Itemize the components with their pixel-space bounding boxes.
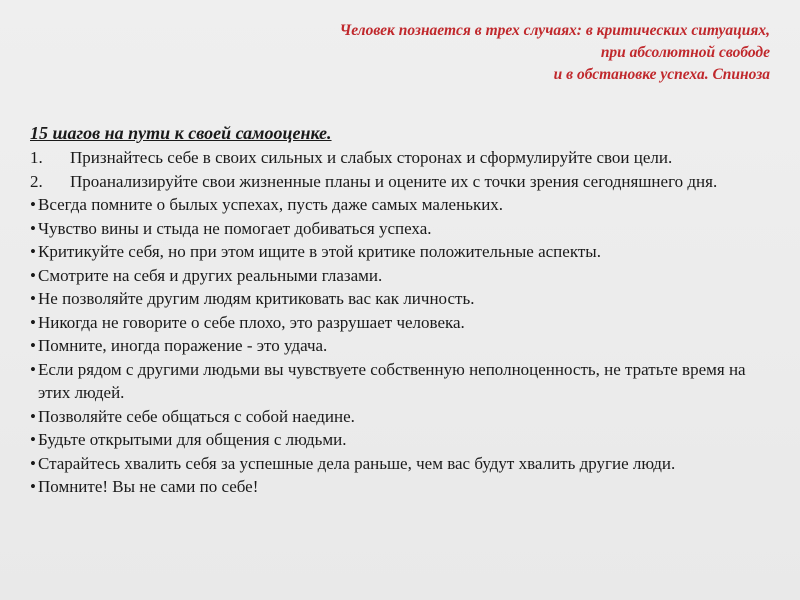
bullet-text: Критикуйте себя, но при этом ищите в этой критике положительные аспекты. [38,242,601,261]
bullet-item [30,452,772,476]
bullet-item [30,264,772,288]
bullet-text: Никогда не говорите о себе плохо, это разрушает человека. [38,312,465,332]
bullet-text: Старайтесь хвалить себя за успешные дела раньше, чем вас будут хвалить другие люди. [38,453,676,473]
bullet-text: Смотрите на себя и других реальными глазами. [38,265,383,285]
item-text: Проанализируйте свои жизненные планы и оцените их с точки зрения сегодняшнего дня. [70,171,718,191]
bullet-icon: • [30,218,36,238]
item-text: Признайтесь себе в своих сильных и слабых сторонах и сформулируйте свои цели. [70,148,673,167]
bullet-icon: • [30,477,36,496]
bullet-item [30,311,772,335]
bullet-text: Помните, иногда поражение - это удача. [38,336,328,355]
bullet-icon: • [30,289,36,308]
bullet-icon: • [30,406,36,426]
bullet-item [30,193,772,217]
bullet-icon: • [30,195,36,214]
numbered-item-1 [22,146,772,170]
epigraph-quote [150,20,770,86]
epigraph-line-1: Человек познается в трех случаях: в критических ситуациях, [339,22,770,39]
epigraph-line-3: и в обстановке успеха. Спиноза [553,66,770,83]
bullet-item [30,240,772,264]
bullet-icon: • [30,453,36,473]
steps-list [22,146,772,499]
numbered-item-2 [22,170,772,194]
bullet-text: Помните! Вы не сами по себе! [38,477,259,496]
bullet-icon: • [30,336,36,355]
bullet-text: Позволяйте себе общаться с собой наедине. [38,406,355,426]
bullet-text: Не позволяйте другим людям критиковать вас как личность. [38,289,475,308]
bullet-item [30,287,772,311]
bullet-item [30,217,772,241]
bullet-icon: • [30,359,36,379]
bullet-item [30,334,772,358]
bullet-item [30,475,772,499]
bullet-text: Чувство вины и стыда не помогает добиваться успеха. [38,218,432,238]
item-number: 2. [30,171,43,191]
bullet-item [30,428,772,452]
steps-title: 15 шагов на пути к своей самооценке. [30,123,332,143]
item-number: 1. [30,148,43,167]
bullet-text: Если рядом с другими людьми вы чувствуете собственную неполноценность, не тратьте время на этих людей. [38,359,746,402]
bullet-text: Будьте открытыми для общения с людьми. [38,430,347,449]
bullet-icon: • [30,265,36,285]
bullet-item [30,405,772,429]
bullet-icon: • [30,430,36,449]
bullet-icon: • [30,312,36,332]
epigraph-line-2: при абсолютной свободе [600,44,770,61]
bullet-item [30,358,772,405]
bullet-text: Всегда помните о былых успехах, пусть даже самых маленьких. [38,195,504,214]
bullet-icon: • [30,242,36,261]
